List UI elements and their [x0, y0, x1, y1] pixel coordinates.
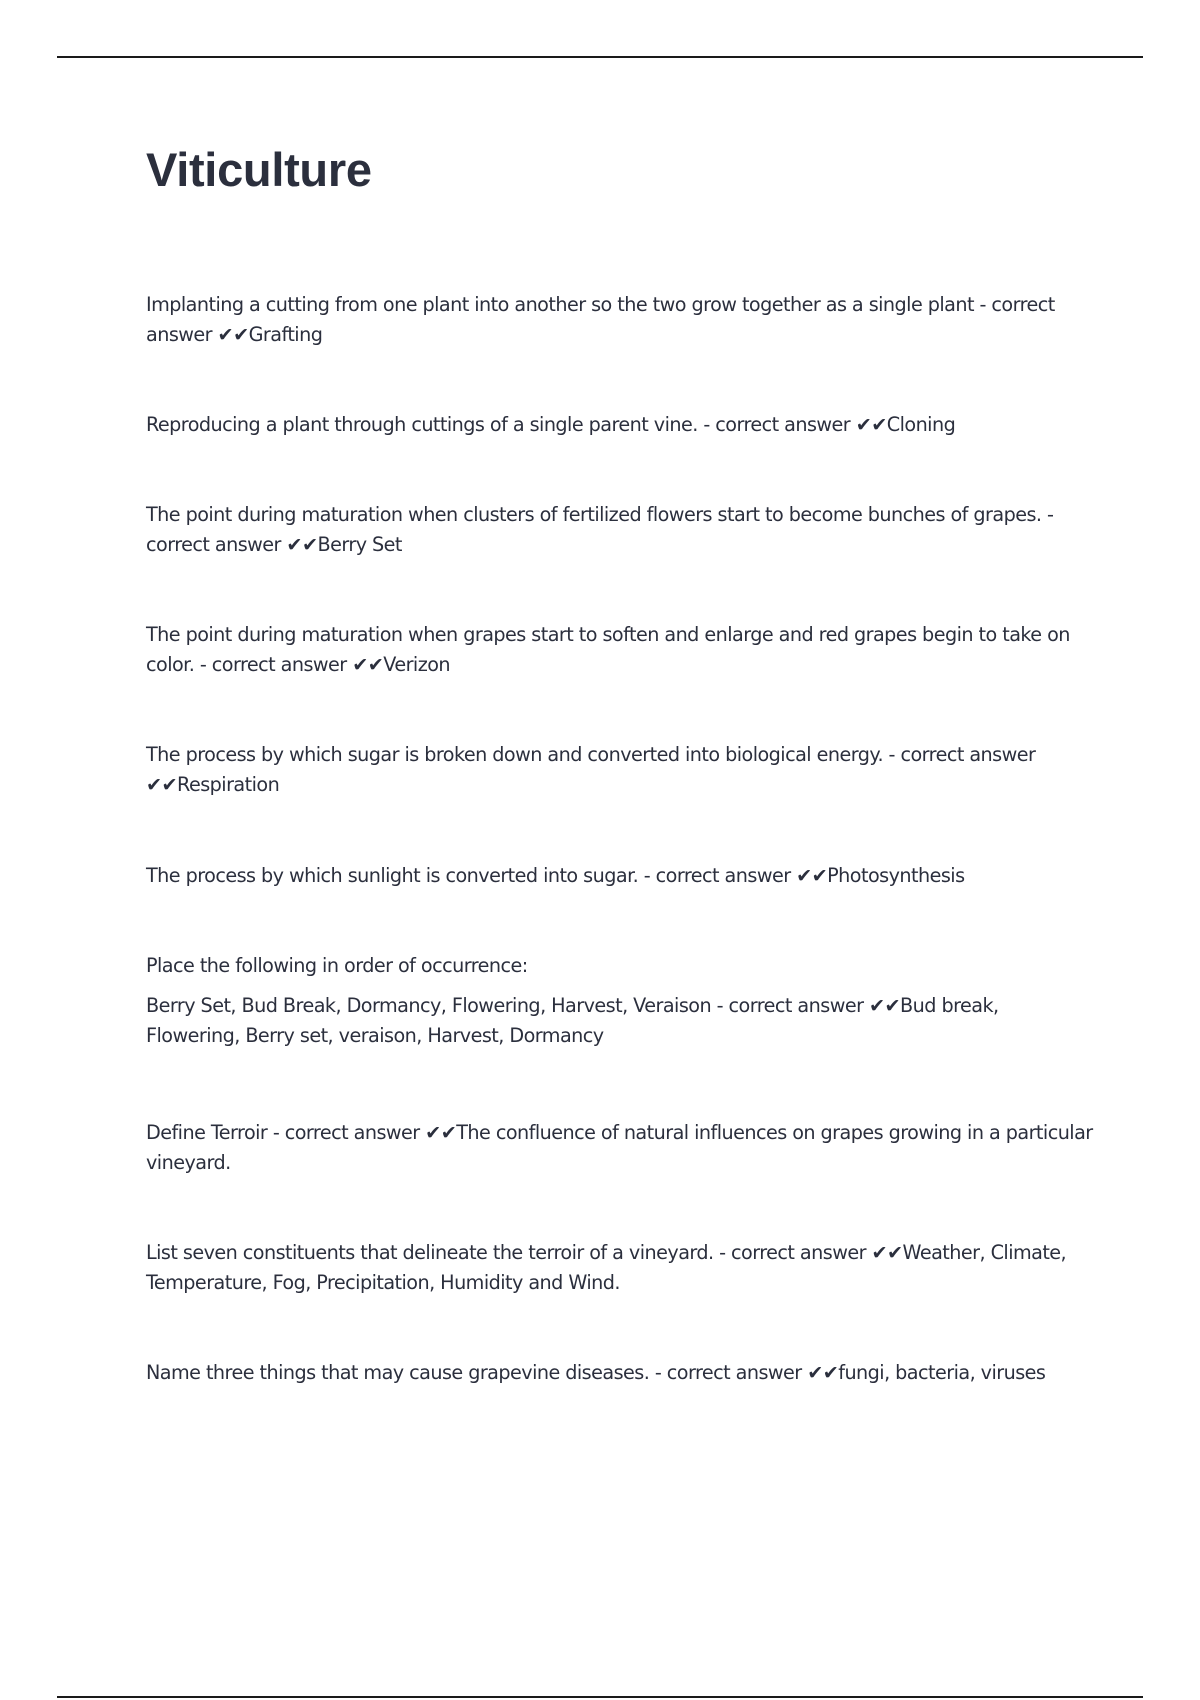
page-title: Viticulture	[146, 143, 372, 196]
qa-item-verizon	[146, 620, 1096, 680]
top-divider	[57, 56, 1143, 58]
qa-text: Berry Set, Bud Break, Dormancy, Flowering, Harvest, Veraison - correct answer ✔✔Bud break, Flowering, Berry set, veraison, Harvest, Dormancy	[146, 994, 999, 1047]
qa-item-order-of-occurrence	[146, 951, 1096, 1051]
qa-item-cloning	[146, 410, 1096, 440]
qa-item-respiration	[146, 740, 1096, 800]
qa-text: The process by which sunlight is converted into sugar. - correct answer ✔✔Photosynthesis	[146, 864, 965, 887]
qa-text: The process by which sugar is broken down and converted into biological energy. - correct answer ✔✔Respiration	[146, 743, 1036, 796]
qa-text: Define Terroir - correct answer ✔✔The confluence of natural influences on grapes growing in a particular vineyard.	[146, 1121, 1093, 1174]
qa-item-grafting	[146, 290, 1096, 350]
qa-text: List seven constituents that delineate the terroir of a vineyard. - correct answer ✔✔Weather, Climate, Temperature, Fog, Precipitation, Humidity and Wind.	[146, 1241, 1067, 1294]
qa-item-terroir	[146, 1118, 1096, 1178]
qa-text: Reproducing a plant through cuttings of a single parent vine. - correct answer ✔✔Cloning	[146, 413, 956, 436]
qa-text: Name three things that may cause grapevine diseases. - correct answer ✔✔fungi, bacteria, viruses	[146, 1361, 1046, 1384]
qa-item-terroir-constituents	[146, 1238, 1096, 1298]
qa-text: Implanting a cutting from one plant into another so the two grow together as a single plant - correct answer ✔✔Grafting	[146, 293, 1055, 346]
qa-text: The point during maturation when grapes start to soften and enlarge and red grapes begin to take on color. - correct answer ✔✔Verizon	[146, 623, 1070, 676]
qa-item-photosynthesis	[146, 861, 1096, 891]
qa-item-berry-set	[146, 500, 1096, 560]
bottom-divider	[57, 1696, 1143, 1698]
qa-item-grapevine-diseases	[146, 1358, 1096, 1388]
qa-text: The point during maturation when clusters of fertilized flowers start to become bunches of grapes. - correct answer ✔✔Berry Set	[146, 503, 1054, 556]
qa-prompt: Place the following in order of occurrence:	[146, 954, 528, 977]
